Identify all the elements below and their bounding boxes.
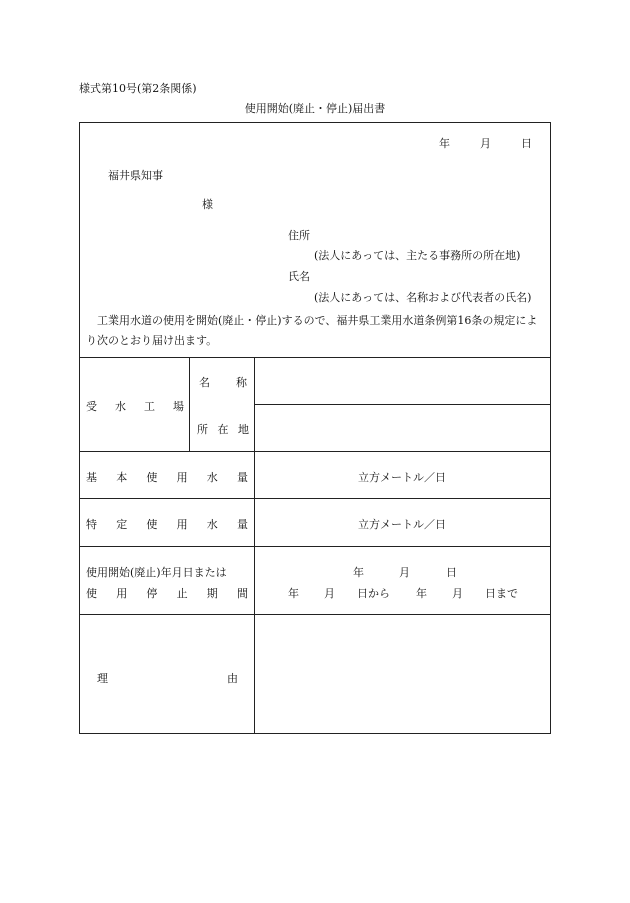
plant-location-label: 所 在 地 <box>197 423 249 436</box>
form-frame <box>79 122 551 734</box>
statement-text: 工業用水道の使用を開始(廃止・停止)するので、福井県工業用水道条例第16条の規定により次のとおり届け出ます。 <box>86 314 538 347</box>
period-date-day: 日 <box>446 566 457 579</box>
rule-after-specific <box>80 546 550 547</box>
date-year: 年 <box>439 137 450 150</box>
period-date-year: 年 <box>353 566 364 579</box>
plant-name-label: 名 称 <box>199 376 247 389</box>
rule-after-period <box>80 614 550 615</box>
reason-label-left: 理 <box>97 672 108 685</box>
form-number: 様式第10号(第2条関係) <box>79 82 197 95</box>
rule-after-basic <box>80 498 550 499</box>
rule-plant-inner <box>189 357 190 451</box>
period-to-day: 日まで <box>485 587 518 600</box>
name-note: (法人にあっては、名称および代表者の氏名) <box>314 291 532 304</box>
rule-label-column <box>254 357 255 733</box>
reason-label-right: 由 <box>227 672 238 685</box>
period-from-year: 年 <box>288 587 299 600</box>
receiving-plant-label: 受 水 工 場 <box>86 400 184 413</box>
period-to-year: 年 <box>416 587 427 600</box>
period-from-day: 日から <box>357 587 390 600</box>
address-note: (法人にあっては、主たる事務所の所在地) <box>314 249 521 262</box>
date-month: 月 <box>480 137 491 150</box>
basic-volume-label: 基 本 使 用 水 量 <box>86 471 248 484</box>
period-from-month: 月 <box>324 587 335 600</box>
rule-plant-mid <box>254 404 550 405</box>
specific-volume-unit: 立方メートル／日 <box>358 518 446 531</box>
specific-volume-label: 特 定 使 用 水 量 <box>86 518 248 531</box>
period-to-month: 月 <box>452 587 463 600</box>
address-label: 住所 <box>288 229 310 242</box>
basic-volume-unit: 立方メートル／日 <box>358 471 446 484</box>
period-label-line2: 使 用 停 止 期 間 <box>86 587 248 600</box>
period-label-line1: 使用開始(廃止)年月日または <box>86 566 227 579</box>
honorific: 様 <box>202 198 213 211</box>
document-title: 使用開始(廃止・停止)届出書 <box>244 102 386 115</box>
date-line <box>439 135 532 151</box>
period-date-month: 月 <box>399 566 410 579</box>
date-day: 日 <box>521 137 532 150</box>
rule-after-plant <box>80 451 550 452</box>
name-label: 氏名 <box>288 270 310 283</box>
addressee: 福井県知事 <box>108 169 163 182</box>
rule-after-statement <box>80 357 550 358</box>
